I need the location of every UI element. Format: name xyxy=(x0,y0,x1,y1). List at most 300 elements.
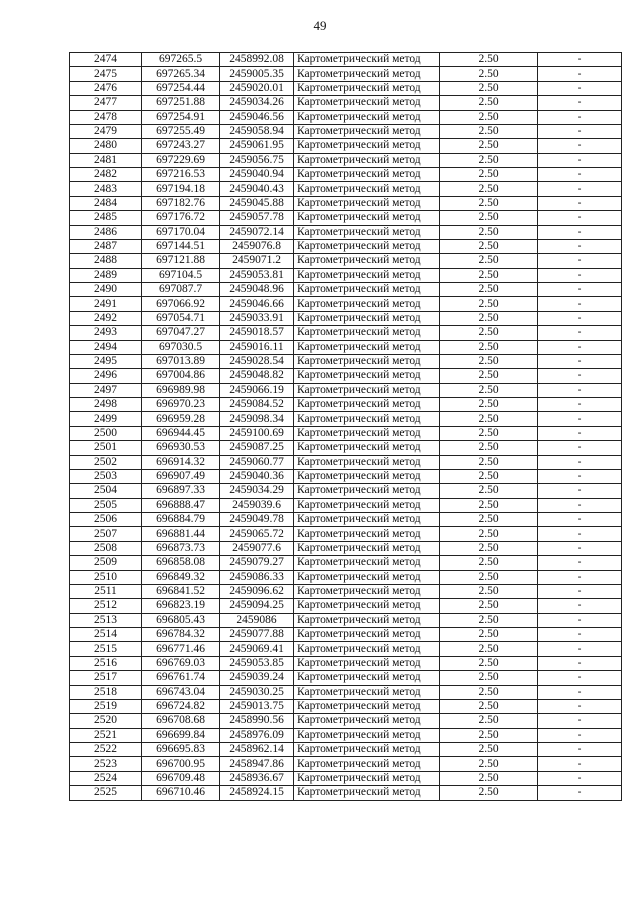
note-cell: - xyxy=(538,168,622,182)
note-cell: - xyxy=(538,81,622,95)
method-cell: Картометрический метод xyxy=(294,196,440,210)
note-cell: - xyxy=(538,728,622,742)
accuracy-cell: 2.50 xyxy=(440,326,538,340)
x-coordinate-cell: 697030.5 xyxy=(142,340,220,354)
note-cell: - xyxy=(538,628,622,642)
method-cell: Картометрический метод xyxy=(294,297,440,311)
method-cell: Картометрический метод xyxy=(294,714,440,728)
table-row xyxy=(70,139,622,153)
note-cell: - xyxy=(538,541,622,555)
x-coordinate-cell: 697121.88 xyxy=(142,254,220,268)
y-coordinate-cell: 2459077.6 xyxy=(220,541,294,555)
accuracy-cell: 2.50 xyxy=(440,211,538,225)
method-cell: Картометрический метод xyxy=(294,53,440,67)
coordinates-table xyxy=(69,52,622,801)
accuracy-cell: 2.50 xyxy=(440,570,538,584)
x-coordinate-cell: 696881.44 xyxy=(142,527,220,541)
x-coordinate-cell: 697194.18 xyxy=(142,182,220,196)
y-coordinate-cell: 2459034.26 xyxy=(220,96,294,110)
note-cell: - xyxy=(538,441,622,455)
x-coordinate-cell: 696858.08 xyxy=(142,556,220,570)
y-coordinate-cell: 2459039.6 xyxy=(220,498,294,512)
accuracy-cell: 2.50 xyxy=(440,67,538,81)
x-coordinate-cell: 696914.32 xyxy=(142,455,220,469)
note-cell: - xyxy=(538,239,622,253)
note-cell: - xyxy=(538,714,622,728)
table-row xyxy=(70,556,622,570)
y-coordinate-cell: 2459033.91 xyxy=(220,311,294,325)
accuracy-cell: 2.50 xyxy=(440,426,538,440)
table-row xyxy=(70,743,622,757)
x-coordinate-cell: 696970.23 xyxy=(142,398,220,412)
point-number-cell: 2489 xyxy=(70,268,142,282)
note-cell: - xyxy=(538,254,622,268)
point-number-cell: 2482 xyxy=(70,168,142,182)
table-row xyxy=(70,699,622,713)
table-row xyxy=(70,455,622,469)
accuracy-cell: 2.50 xyxy=(440,714,538,728)
point-number-cell: 2501 xyxy=(70,441,142,455)
point-number-cell: 2516 xyxy=(70,656,142,670)
x-coordinate-cell: 697265.5 xyxy=(142,53,220,67)
method-cell: Картометрический метод xyxy=(294,340,440,354)
accuracy-cell: 2.50 xyxy=(440,297,538,311)
table-row xyxy=(70,685,622,699)
table-row xyxy=(70,599,622,613)
note-cell: - xyxy=(538,771,622,785)
table-row xyxy=(70,441,622,455)
method-cell: Картометрический метод xyxy=(294,412,440,426)
point-number-cell: 2518 xyxy=(70,685,142,699)
x-coordinate-cell: 696897.33 xyxy=(142,484,220,498)
point-number-cell: 2500 xyxy=(70,426,142,440)
x-coordinate-cell: 696769.03 xyxy=(142,656,220,670)
x-coordinate-cell: 697255.49 xyxy=(142,124,220,138)
accuracy-cell: 2.50 xyxy=(440,96,538,110)
x-coordinate-cell: 697104.5 xyxy=(142,268,220,282)
note-cell: - xyxy=(538,757,622,771)
method-cell: Картометрический метод xyxy=(294,81,440,95)
table-row xyxy=(70,757,622,771)
accuracy-cell: 2.50 xyxy=(440,757,538,771)
note-cell: - xyxy=(538,613,622,627)
x-coordinate-cell: 696784.32 xyxy=(142,628,220,642)
accuracy-cell: 2.50 xyxy=(440,743,538,757)
note-cell: - xyxy=(538,211,622,225)
method-cell: Картометрический метод xyxy=(294,67,440,81)
point-number-cell: 2507 xyxy=(70,527,142,541)
accuracy-cell: 2.50 xyxy=(440,599,538,613)
note-cell: - xyxy=(538,570,622,584)
x-coordinate-cell: 696930.53 xyxy=(142,441,220,455)
x-coordinate-cell: 697004.86 xyxy=(142,369,220,383)
point-number-cell: 2524 xyxy=(70,771,142,785)
point-number-cell: 2511 xyxy=(70,584,142,598)
method-cell: Картометрический метод xyxy=(294,513,440,527)
table-row xyxy=(70,484,622,498)
point-number-cell: 2481 xyxy=(70,153,142,167)
table-row xyxy=(70,283,622,297)
y-coordinate-cell: 2459046.56 xyxy=(220,110,294,124)
point-number-cell: 2514 xyxy=(70,628,142,642)
table-row xyxy=(70,326,622,340)
point-number-cell: 2484 xyxy=(70,196,142,210)
point-number-cell: 2525 xyxy=(70,786,142,800)
accuracy-cell: 2.50 xyxy=(440,469,538,483)
method-cell: Картометрический метод xyxy=(294,743,440,757)
y-coordinate-cell: 2459076.8 xyxy=(220,239,294,253)
y-coordinate-cell: 2459065.72 xyxy=(220,527,294,541)
table-row xyxy=(70,311,622,325)
point-number-cell: 2495 xyxy=(70,354,142,368)
method-cell: Картометрический метод xyxy=(294,628,440,642)
y-coordinate-cell: 2459020.01 xyxy=(220,81,294,95)
note-cell: - xyxy=(538,225,622,239)
table-row xyxy=(70,527,622,541)
x-coordinate-cell: 697182.76 xyxy=(142,196,220,210)
method-cell: Картометрический метод xyxy=(294,153,440,167)
method-cell: Картометрический метод xyxy=(294,124,440,138)
y-coordinate-cell: 2459058.94 xyxy=(220,124,294,138)
accuracy-cell: 2.50 xyxy=(440,771,538,785)
accuracy-cell: 2.50 xyxy=(440,340,538,354)
accuracy-cell: 2.50 xyxy=(440,498,538,512)
y-coordinate-cell: 2459034.29 xyxy=(220,484,294,498)
accuracy-cell: 2.50 xyxy=(440,412,538,426)
table-row xyxy=(70,225,622,239)
table-row xyxy=(70,469,622,483)
accuracy-cell: 2.50 xyxy=(440,283,538,297)
y-coordinate-cell: 2459056.75 xyxy=(220,153,294,167)
note-cell: - xyxy=(538,124,622,138)
x-coordinate-cell: 696708.68 xyxy=(142,714,220,728)
method-cell: Картометрический метод xyxy=(294,771,440,785)
table-row xyxy=(70,211,622,225)
table-row xyxy=(70,168,622,182)
y-coordinate-cell: 2459072.14 xyxy=(220,225,294,239)
point-number-cell: 2479 xyxy=(70,124,142,138)
point-number-cell: 2509 xyxy=(70,556,142,570)
y-coordinate-cell: 2459096.62 xyxy=(220,584,294,598)
table-row xyxy=(70,153,622,167)
y-coordinate-cell: 2459061.95 xyxy=(220,139,294,153)
x-coordinate-cell: 697047.27 xyxy=(142,326,220,340)
table-row xyxy=(70,498,622,512)
method-cell: Картометрический метод xyxy=(294,599,440,613)
method-cell: Картометрический метод xyxy=(294,728,440,742)
point-number-cell: 2503 xyxy=(70,469,142,483)
accuracy-cell: 2.50 xyxy=(440,628,538,642)
point-number-cell: 2477 xyxy=(70,96,142,110)
table-row xyxy=(70,53,622,67)
accuracy-cell: 2.50 xyxy=(440,254,538,268)
point-number-cell: 2487 xyxy=(70,239,142,253)
x-coordinate-cell: 696724.82 xyxy=(142,699,220,713)
note-cell: - xyxy=(538,369,622,383)
note-cell: - xyxy=(538,110,622,124)
y-coordinate-cell: 2459028.54 xyxy=(220,354,294,368)
note-cell: - xyxy=(538,599,622,613)
method-cell: Картометрический метод xyxy=(294,268,440,282)
y-coordinate-cell: 2459079.27 xyxy=(220,556,294,570)
accuracy-cell: 2.50 xyxy=(440,685,538,699)
method-cell: Картометрический метод xyxy=(294,786,440,800)
point-number-cell: 2492 xyxy=(70,311,142,325)
note-cell: - xyxy=(538,743,622,757)
y-coordinate-cell: 2459053.81 xyxy=(220,268,294,282)
point-number-cell: 2502 xyxy=(70,455,142,469)
table-row xyxy=(70,268,622,282)
table-row xyxy=(70,656,622,670)
y-coordinate-cell: 2458947.86 xyxy=(220,757,294,771)
point-number-cell: 2478 xyxy=(70,110,142,124)
point-number-cell: 2504 xyxy=(70,484,142,498)
note-cell: - xyxy=(538,527,622,541)
note-cell: - xyxy=(538,53,622,67)
y-coordinate-cell: 2459100.69 xyxy=(220,426,294,440)
method-cell: Картометрический метод xyxy=(294,685,440,699)
point-number-cell: 2475 xyxy=(70,67,142,81)
point-number-cell: 2513 xyxy=(70,613,142,627)
table-row xyxy=(70,81,622,95)
accuracy-cell: 2.50 xyxy=(440,556,538,570)
table-row xyxy=(70,642,622,656)
accuracy-cell: 2.50 xyxy=(440,153,538,167)
x-coordinate-cell: 696841.52 xyxy=(142,584,220,598)
method-cell: Картометрический метод xyxy=(294,369,440,383)
method-cell: Картометрический метод xyxy=(294,110,440,124)
table-row xyxy=(70,426,622,440)
table-row xyxy=(70,541,622,555)
method-cell: Картометрический метод xyxy=(294,484,440,498)
point-number-cell: 2493 xyxy=(70,326,142,340)
note-cell: - xyxy=(538,656,622,670)
note-cell: - xyxy=(538,398,622,412)
accuracy-cell: 2.50 xyxy=(440,441,538,455)
method-cell: Картометрический метод xyxy=(294,498,440,512)
accuracy-cell: 2.50 xyxy=(440,225,538,239)
accuracy-cell: 2.50 xyxy=(440,139,538,153)
table-row xyxy=(70,354,622,368)
x-coordinate-cell: 697066.92 xyxy=(142,297,220,311)
y-coordinate-cell: 2459060.77 xyxy=(220,455,294,469)
note-cell: - xyxy=(538,196,622,210)
method-cell: Картометрический метод xyxy=(294,398,440,412)
x-coordinate-cell: 696888.47 xyxy=(142,498,220,512)
method-cell: Картометрический метод xyxy=(294,441,440,455)
x-coordinate-cell: 697254.44 xyxy=(142,81,220,95)
note-cell: - xyxy=(538,642,622,656)
note-cell: - xyxy=(538,139,622,153)
x-coordinate-cell: 696944.45 xyxy=(142,426,220,440)
x-coordinate-cell: 697144.51 xyxy=(142,239,220,253)
method-cell: Картометрический метод xyxy=(294,570,440,584)
note-cell: - xyxy=(538,383,622,397)
note-cell: - xyxy=(538,556,622,570)
point-number-cell: 2486 xyxy=(70,225,142,239)
coordinates-table-body xyxy=(70,53,622,801)
y-coordinate-cell: 2459049.78 xyxy=(220,513,294,527)
method-cell: Картометрический метод xyxy=(294,556,440,570)
y-coordinate-cell: 2459094.25 xyxy=(220,599,294,613)
page-number: 49 xyxy=(313,18,327,33)
y-coordinate-cell: 2459048.96 xyxy=(220,283,294,297)
y-coordinate-cell: 2458936.67 xyxy=(220,771,294,785)
table-row xyxy=(70,297,622,311)
method-cell: Картометрический метод xyxy=(294,139,440,153)
point-number-cell: 2483 xyxy=(70,182,142,196)
accuracy-cell: 2.50 xyxy=(440,398,538,412)
y-coordinate-cell: 2458992.08 xyxy=(220,53,294,67)
x-coordinate-cell: 697216.53 xyxy=(142,168,220,182)
accuracy-cell: 2.50 xyxy=(440,527,538,541)
table-row xyxy=(70,714,622,728)
y-coordinate-cell: 2459066.19 xyxy=(220,383,294,397)
x-coordinate-cell: 696761.74 xyxy=(142,671,220,685)
y-coordinate-cell: 2459084.52 xyxy=(220,398,294,412)
table-row xyxy=(70,67,622,81)
y-coordinate-cell: 2459069.41 xyxy=(220,642,294,656)
method-cell: Картометрический метод xyxy=(294,211,440,225)
x-coordinate-cell: 696699.84 xyxy=(142,728,220,742)
method-cell: Картометрический метод xyxy=(294,225,440,239)
table-row xyxy=(70,254,622,268)
note-cell: - xyxy=(538,469,622,483)
y-coordinate-cell: 2459098.34 xyxy=(220,412,294,426)
table-row xyxy=(70,340,622,354)
x-coordinate-cell: 696709.48 xyxy=(142,771,220,785)
point-number-cell: 2515 xyxy=(70,642,142,656)
accuracy-cell: 2.50 xyxy=(440,110,538,124)
accuracy-cell: 2.50 xyxy=(440,168,538,182)
note-cell: - xyxy=(538,412,622,426)
table-row xyxy=(70,412,622,426)
method-cell: Картометрический метод xyxy=(294,541,440,555)
point-number-cell: 2505 xyxy=(70,498,142,512)
note-cell: - xyxy=(538,699,622,713)
accuracy-cell: 2.50 xyxy=(440,53,538,67)
table-row xyxy=(70,628,622,642)
accuracy-cell: 2.50 xyxy=(440,513,538,527)
y-coordinate-cell: 2459048.82 xyxy=(220,369,294,383)
accuracy-cell: 2.50 xyxy=(440,369,538,383)
y-coordinate-cell: 2458962.14 xyxy=(220,743,294,757)
accuracy-cell: 2.50 xyxy=(440,541,538,555)
method-cell: Картометрический метод xyxy=(294,656,440,670)
method-cell: Картометрический метод xyxy=(294,239,440,253)
method-cell: Картометрический метод xyxy=(294,757,440,771)
point-number-cell: 2512 xyxy=(70,599,142,613)
accuracy-cell: 2.50 xyxy=(440,642,538,656)
point-number-cell: 2474 xyxy=(70,53,142,67)
accuracy-cell: 2.50 xyxy=(440,728,538,742)
method-cell: Картометрический метод xyxy=(294,383,440,397)
x-coordinate-cell: 697054.71 xyxy=(142,311,220,325)
point-number-cell: 2497 xyxy=(70,383,142,397)
point-number-cell: 2480 xyxy=(70,139,142,153)
point-number-cell: 2494 xyxy=(70,340,142,354)
table-row xyxy=(70,182,622,196)
method-cell: Картометрический метод xyxy=(294,326,440,340)
y-coordinate-cell: 2459071.2 xyxy=(220,254,294,268)
note-cell: - xyxy=(538,484,622,498)
x-coordinate-cell: 697254.91 xyxy=(142,110,220,124)
x-coordinate-cell: 696805.43 xyxy=(142,613,220,627)
table-row xyxy=(70,671,622,685)
point-number-cell: 2523 xyxy=(70,757,142,771)
accuracy-cell: 2.50 xyxy=(440,124,538,138)
point-number-cell: 2496 xyxy=(70,369,142,383)
table-row xyxy=(70,383,622,397)
y-coordinate-cell: 2459077.88 xyxy=(220,628,294,642)
table-row xyxy=(70,398,622,412)
x-coordinate-cell: 697176.72 xyxy=(142,211,220,225)
table-row xyxy=(70,771,622,785)
x-coordinate-cell: 697251.88 xyxy=(142,96,220,110)
method-cell: Картометрический метод xyxy=(294,527,440,541)
accuracy-cell: 2.50 xyxy=(440,354,538,368)
note-cell: - xyxy=(538,498,622,512)
method-cell: Картометрический метод xyxy=(294,642,440,656)
x-coordinate-cell: 696907.49 xyxy=(142,469,220,483)
note-cell: - xyxy=(538,340,622,354)
point-number-cell: 2520 xyxy=(70,714,142,728)
x-coordinate-cell: 696710.46 xyxy=(142,786,220,800)
x-coordinate-cell: 696849.32 xyxy=(142,570,220,584)
table-row xyxy=(70,110,622,124)
accuracy-cell: 2.50 xyxy=(440,455,538,469)
x-coordinate-cell: 696700.95 xyxy=(142,757,220,771)
y-coordinate-cell: 2458976.09 xyxy=(220,728,294,742)
x-coordinate-cell: 697265.34 xyxy=(142,67,220,81)
point-number-cell: 2499 xyxy=(70,412,142,426)
accuracy-cell: 2.50 xyxy=(440,786,538,800)
table-row xyxy=(70,239,622,253)
method-cell: Картометрический метод xyxy=(294,455,440,469)
y-coordinate-cell: 2459040.94 xyxy=(220,168,294,182)
y-coordinate-cell: 2459005.35 xyxy=(220,67,294,81)
y-coordinate-cell: 2459086 xyxy=(220,613,294,627)
note-cell: - xyxy=(538,685,622,699)
point-number-cell: 2508 xyxy=(70,541,142,555)
note-cell: - xyxy=(538,67,622,81)
x-coordinate-cell: 697170.04 xyxy=(142,225,220,239)
y-coordinate-cell: 2459040.43 xyxy=(220,182,294,196)
x-coordinate-cell: 697087.7 xyxy=(142,283,220,297)
note-cell: - xyxy=(538,354,622,368)
method-cell: Картометрический метод xyxy=(294,671,440,685)
y-coordinate-cell: 2459045.88 xyxy=(220,196,294,210)
x-coordinate-cell: 697243.27 xyxy=(142,139,220,153)
method-cell: Картометрический метод xyxy=(294,584,440,598)
table-row xyxy=(70,513,622,527)
accuracy-cell: 2.50 xyxy=(440,671,538,685)
point-number-cell: 2490 xyxy=(70,283,142,297)
x-coordinate-cell: 696743.04 xyxy=(142,685,220,699)
y-coordinate-cell: 2459016.11 xyxy=(220,340,294,354)
y-coordinate-cell: 2459018.57 xyxy=(220,326,294,340)
point-number-cell: 2488 xyxy=(70,254,142,268)
note-cell: - xyxy=(538,311,622,325)
point-number-cell: 2517 xyxy=(70,671,142,685)
method-cell: Картометрический метод xyxy=(294,354,440,368)
accuracy-cell: 2.50 xyxy=(440,613,538,627)
accuracy-cell: 2.50 xyxy=(440,268,538,282)
method-cell: Картометрический метод xyxy=(294,426,440,440)
point-number-cell: 2521 xyxy=(70,728,142,742)
table-row xyxy=(70,786,622,800)
note-cell: - xyxy=(538,268,622,282)
